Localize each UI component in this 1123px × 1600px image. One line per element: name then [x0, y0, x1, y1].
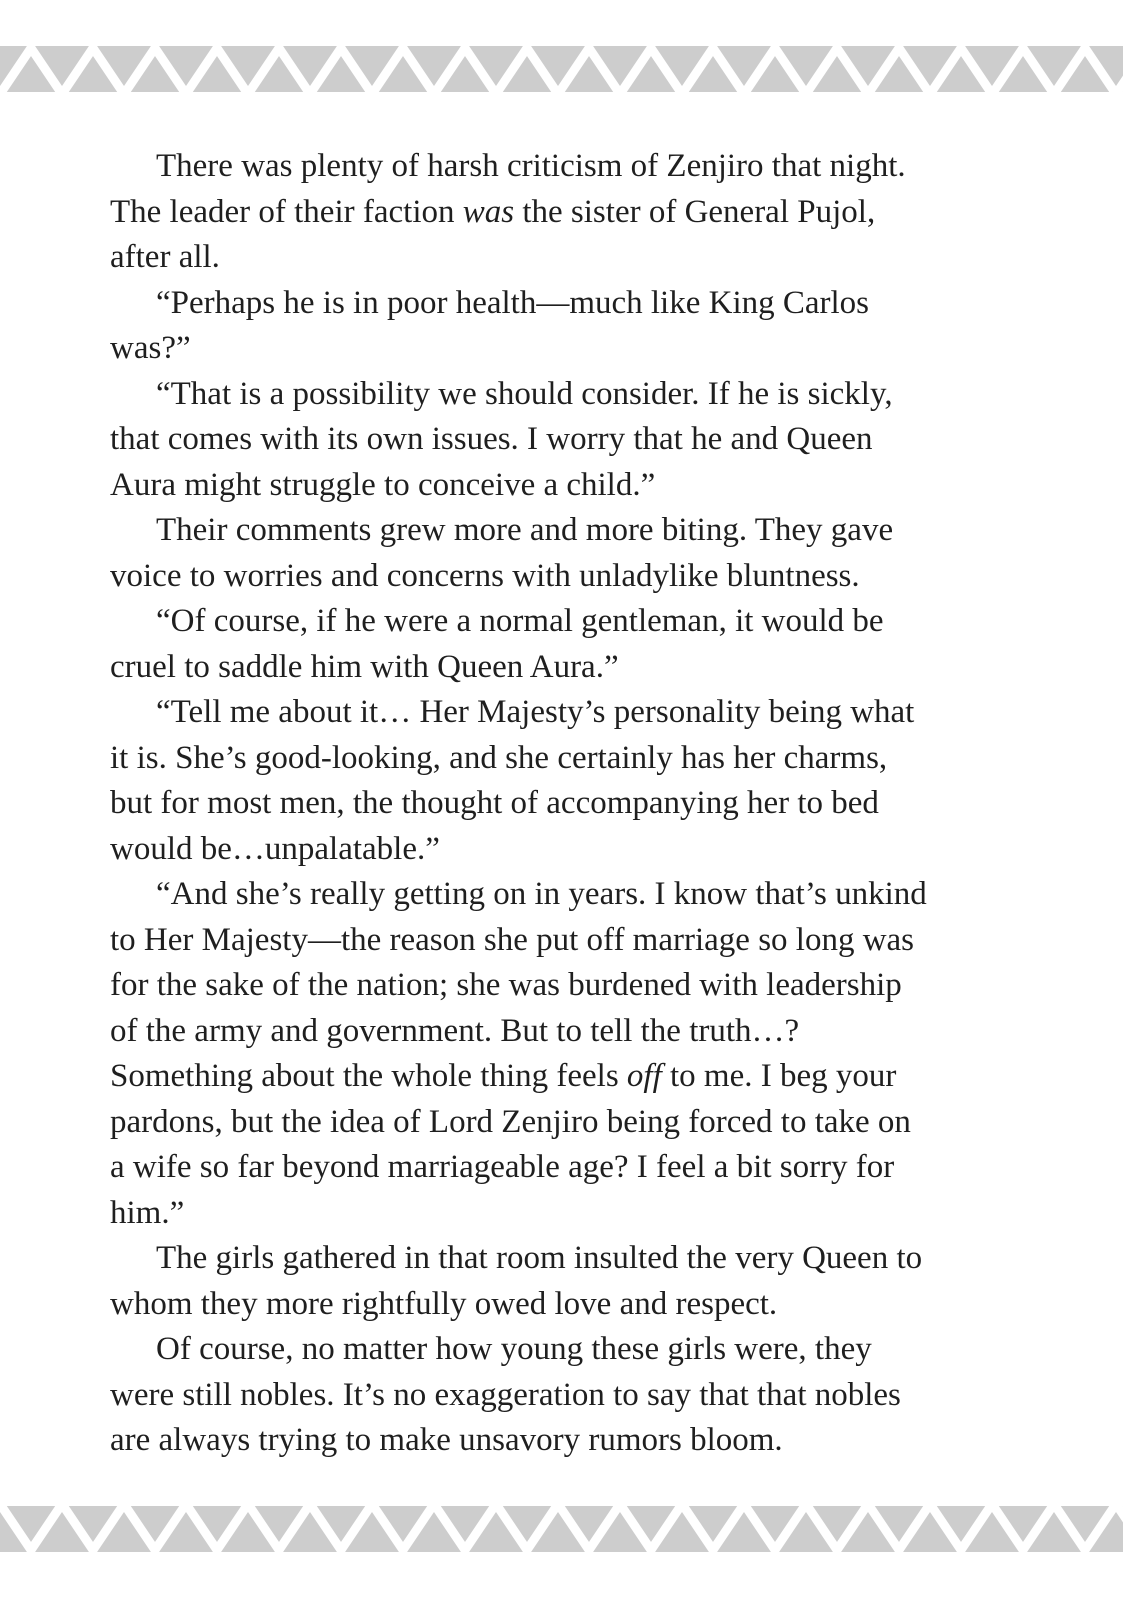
paragraph	[110, 872, 1025, 1236]
text-line: Something about the whole thing feels off to me. I beg your	[110, 1058, 897, 1094]
text-line: Aura might struggle to conceive a child.”	[110, 466, 656, 503]
text-line: was?”	[110, 330, 191, 366]
text-line: but for most men, the thought of accompanying her to bed	[110, 785, 879, 821]
paragraph	[110, 1236, 1025, 1327]
triangle-border-bottom	[0, 1506, 1123, 1552]
triangle-border-top	[0, 46, 1123, 92]
text-line: “Of course, if he were a normal gentleman, it would be	[156, 603, 884, 639]
paragraph	[110, 281, 1025, 372]
text-line: Their comments grew more and more biting. They gave	[156, 512, 894, 548]
text-line: There was plenty of harsh criticism of Zenjiro that night.	[156, 148, 906, 184]
text-line: The leader of their faction was the sister of General Pujol,	[110, 193, 876, 230]
paragraph	[110, 1327, 1025, 1464]
text-line: The girls gathered in that room insulted the very Queen to	[156, 1240, 923, 1276]
text-line: cruel to saddle him with Queen Aura.”	[110, 648, 619, 685]
text-line: a wife so far beyond marriageable age? I feel a bit sorry for	[110, 1149, 895, 1185]
paragraph	[110, 599, 1025, 690]
paragraph	[110, 508, 1025, 599]
text-line: pardons, but the idea of Lord Zenjiro being forced to take on	[110, 1103, 911, 1140]
italic-text: was	[462, 193, 515, 230]
text-line: that comes with its own issues. I worry that he and Queen	[110, 421, 873, 457]
paragraph	[110, 372, 1025, 509]
italic-text: off	[626, 1058, 662, 1094]
text-line: of the army and government. But to tell the truth…?	[110, 1012, 800, 1049]
text-line: are always trying to make unsavory rumors bloom.	[110, 1422, 783, 1458]
text-line: after all.	[110, 239, 220, 275]
text-line: for the sake of the nation; she was burdened with leadership	[110, 967, 902, 1003]
paragraph	[110, 690, 1025, 872]
text-line: would be…unpalatable.”	[110, 830, 440, 867]
page-text	[110, 144, 1025, 1464]
text-line: “That is a possibility we should consider. If he is sickly,	[156, 375, 893, 412]
text-line: “Tell me about it… Her Majesty’s personality being what	[156, 694, 915, 730]
text-line: were still nobles. It’s no exaggeration to say that that nobles	[110, 1376, 901, 1413]
text-line: “Perhaps he is in poor health—much like King Carlos	[156, 284, 870, 321]
text-line: it is. She’s good-looking, and she certainly has her charms,	[110, 739, 888, 776]
text-line: whom they more rightfully owed love and respect.	[110, 1285, 778, 1322]
text-line: voice to worries and concerns with unladylike bluntness.	[110, 557, 860, 594]
text-line: Of course, no matter how young these girls were, they	[156, 1331, 872, 1367]
text-line: to Her Majesty—the reason she put off marriage so long was	[110, 921, 915, 958]
text-line: him.”	[110, 1194, 185, 1231]
text-line: “And she’s really getting on in years. I know that’s unkind	[156, 876, 927, 912]
paragraph	[110, 144, 1025, 281]
